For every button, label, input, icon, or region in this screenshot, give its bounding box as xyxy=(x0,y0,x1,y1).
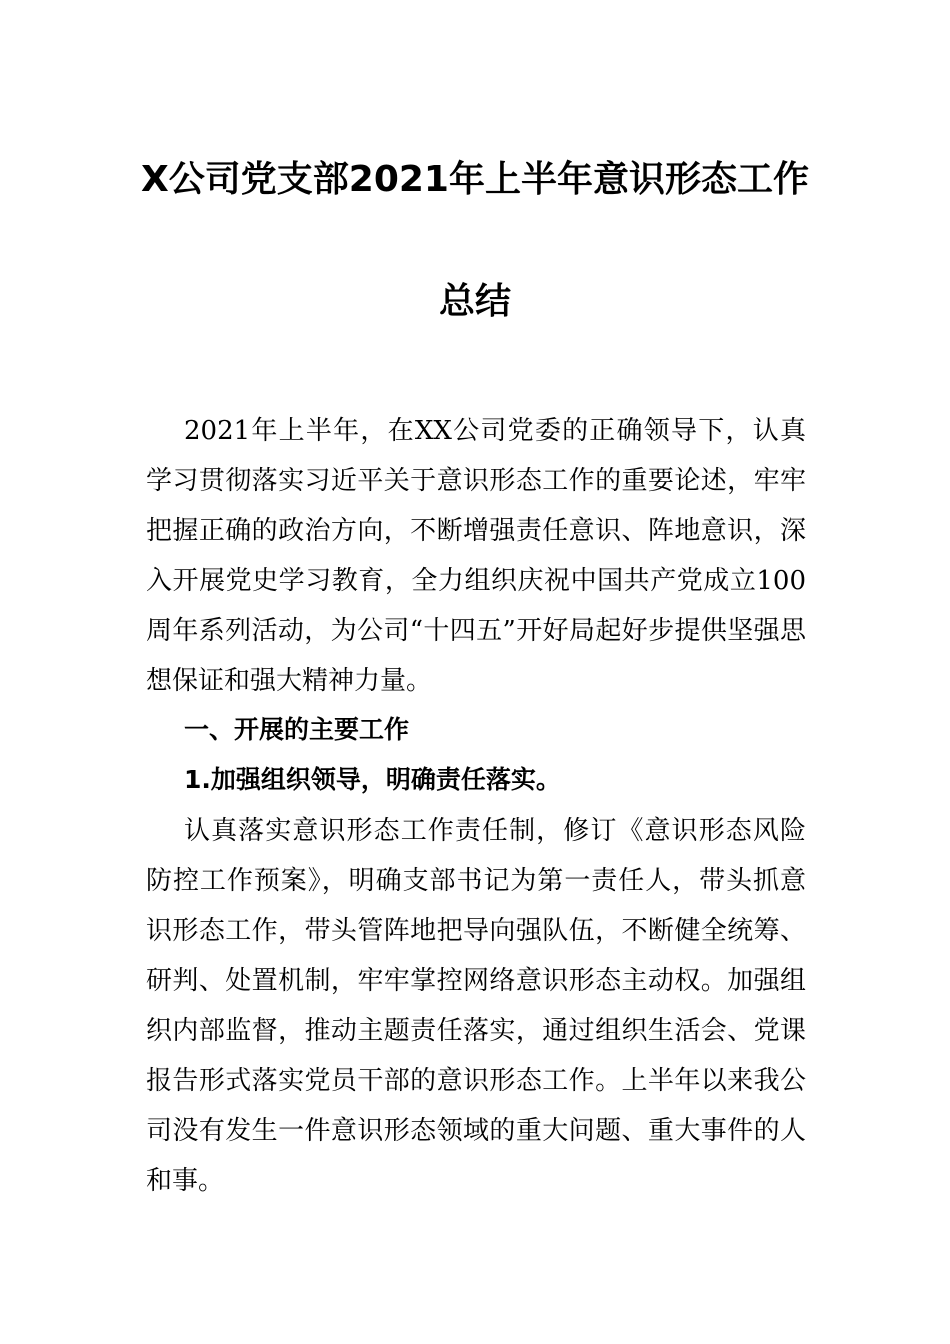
intro-paragraph: 2021年上半年，在XX公司党委的正确领导下，认真学习贯彻落实习近平关于意识形态工作的重要论述，牢牢把握正确的政治方向，不断增强责任意识、阵地意识，深入开展党史学习教育，全力组织庆祝中国共产党成立100周年系列活动，为公司“十四五”开好局起好步提供坚强思想保证和强大精神力量。 xyxy=(146,416,806,696)
document-title-line-1: X公司党支部2021年上半年意识形态工作 xyxy=(141,159,809,200)
section-heading-main-work: 一、开展的主要工作 xyxy=(184,715,410,744)
body-paragraph-responsibility: 认真落实意识形态工作责任制，修订《意识形态风险防控工作预案》，明确支部书记为第一责任人，带头抓意识形态工作，带头管阵地把导向强队伍，不断健全统筹、研判、处置机制，牢牢掌控网络意识形态主动权。加强组织内部监督，推动主题责任落实，通过组织生活会、党课报告形式落实党员干部的意识形态工作。上半年以来我公司没有发生一件意识形态领域的重大问题、重大事件的人和事。 xyxy=(146,816,806,1196)
document-title-line-2: 总结 xyxy=(438,281,511,322)
subsection-heading-organization: 1.加强组织领导，明确责任落实。 xyxy=(184,765,561,794)
